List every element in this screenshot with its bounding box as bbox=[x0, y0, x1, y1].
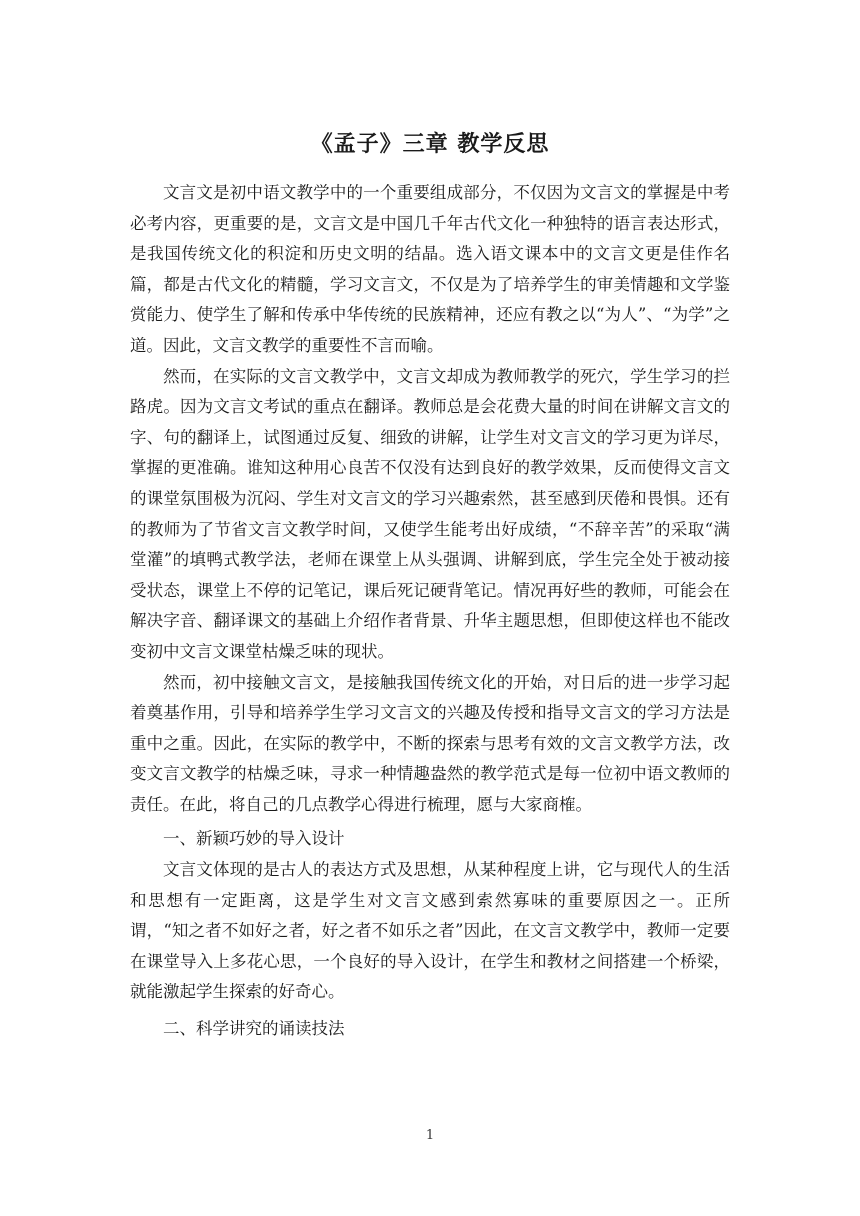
paragraph-section-1: 文言文体现的是古人的表达方式及思想，从某种程度上讲，它与现代人的生活和思想有一定距离，这是学生对文言文感到索然寡味的重要原因之一。正所谓，“知之者不如好之者，好之者不如乐之者”因此，在文言文教学中，教师一定要在课堂导入上多花心思，一个良好的导入设计，在学生和教材之间搭建一个桥梁，就能激起学生探索的好奇心。 bbox=[130, 860, 730, 1002]
section-heading-2: 二、科学讲究的诵读技法 bbox=[163, 1019, 345, 1039]
paragraph-purpose: 然而，初中接触文言文，是接触我国传统文化的开始，对日后的进一步学习起着奠基作用，引导和培养学生学习文言文的兴趣及传授和指导文言文的学习方法是重中之重。因此，在实际的教学中，不断的探索与思考有效的文言文教学方法，改变文言文教学的枯燥乏味，寻求一种情趣盎然的教学范式是每一位初中语文教师的责任。在此，将自己的几点教学心得进行梳理，愿与大家商榷。 bbox=[130, 672, 730, 814]
page-number: 1 bbox=[425, 1128, 435, 1143]
document-body bbox=[130, 178, 730, 1045]
paragraph-intro: 文言文是初中语文教学中的一个重要组成部分，不仅因为文言文的掌握是中考必考内容，更重要的是，文言文是中国几千年古代文化一种独特的语言表达形式，是我国传统文化的积淀和历史文明的结晶。选入语文课本中的文言文更是佳作名篇，都是古代文化的精髓，学习文言文，不仅是为了培养学生的审美情趣和文学鉴赏能力、使学生了解和传承中华传统的民族精神，还应有教之以“为人”、“为学”之道。因此，文言文教学的重要性不言而喻。 bbox=[130, 183, 730, 355]
section-heading-1: 一、新颖巧妙的导入设计 bbox=[163, 829, 345, 849]
document-title: 《孟子》三章 教学反思 bbox=[310, 131, 550, 157]
paragraph-problem: 然而，在实际的文言文教学中，文言文却成为教师教学的死穴，学生学习的拦路虎。因为文言文考试的重点在翻译。教师总是会花费大量的时间在讲解文言文的字、句的翻译上，试图通过反复、细致的讲解，让学生对文言文的学习更为详尽，掌握的更准确。谁知这种用心良苦不仅没有达到良好的教学效果，反而使得文言文的课堂氛围极为沉闷、学生对文言文的学习兴趣索然，甚至感到厌倦和畏惧。还有的教师为了节省文言文教学时间，又使学生能考出好成绩，“不辞辛苦”的采取“满堂灌”的填鸭式教学法，老师在课堂上从头强调、讲解到底，学生完全处于被动接受状态，课堂上不停的记笔记，课后死记硬背笔记。情况再好些的教师，可能会在解决字音、翻译课文的基础上介绍作者背景、升华主题思想，但即使这样也不能改变初中文言文课堂枯燥乏味的现状。 bbox=[130, 366, 730, 661]
